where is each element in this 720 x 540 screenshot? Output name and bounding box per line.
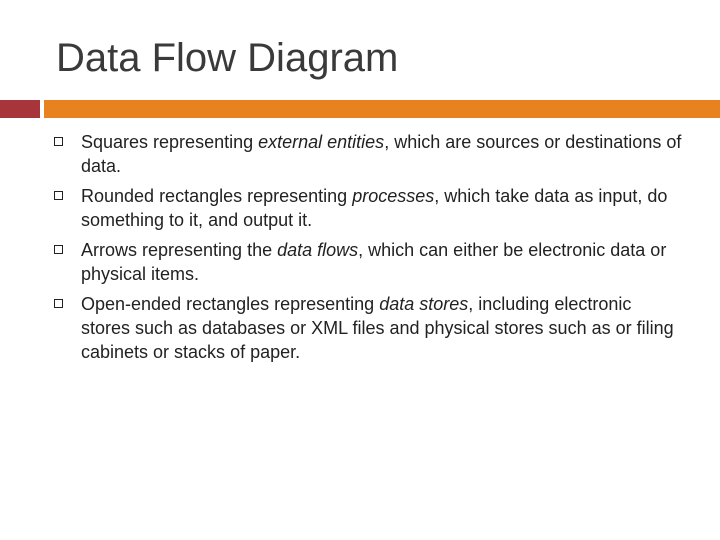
bullet-item-processes [54, 184, 684, 232]
square-bullet-icon [54, 137, 63, 146]
slide-title: Data Flow Diagram [56, 36, 399, 80]
bullet-text-suffix: , including electronic stores such as databases or XML files and physical stores such as or filing cabinets or stacks of paper. [81, 294, 674, 362]
bullet-text-suffix: , which take data as input, do something to it, and output it. [81, 186, 668, 230]
bullet-item-data-stores [54, 292, 684, 364]
bullet-text-prefix: Arrows representing the [81, 240, 278, 260]
bullet-text-suffix: , which can either be electronic data or physical items. [81, 240, 667, 284]
bullet-text-suffix: , which are sources or destinations of data. [81, 132, 682, 176]
bullet-list [54, 130, 684, 370]
bullet-term: processes [352, 186, 435, 206]
bullet-term: data flows [277, 240, 359, 260]
bullet-text-prefix: Open-ended rectangles representing [81, 294, 380, 314]
square-bullet-icon [54, 245, 63, 254]
title-accent-bar-red [0, 100, 40, 118]
square-bullet-icon [54, 191, 63, 200]
bullet-term: external entities [258, 132, 385, 152]
bullet-text-prefix: Rounded rectangles representing [81, 186, 353, 206]
bullet-term: data stores [379, 294, 469, 314]
bullet-text-prefix: Squares representing [81, 132, 259, 152]
title-accent-bar-orange [44, 100, 720, 118]
square-bullet-icon [54, 299, 63, 308]
bullet-item-data-flows [54, 238, 684, 286]
bullet-item-external-entities [54, 130, 684, 178]
